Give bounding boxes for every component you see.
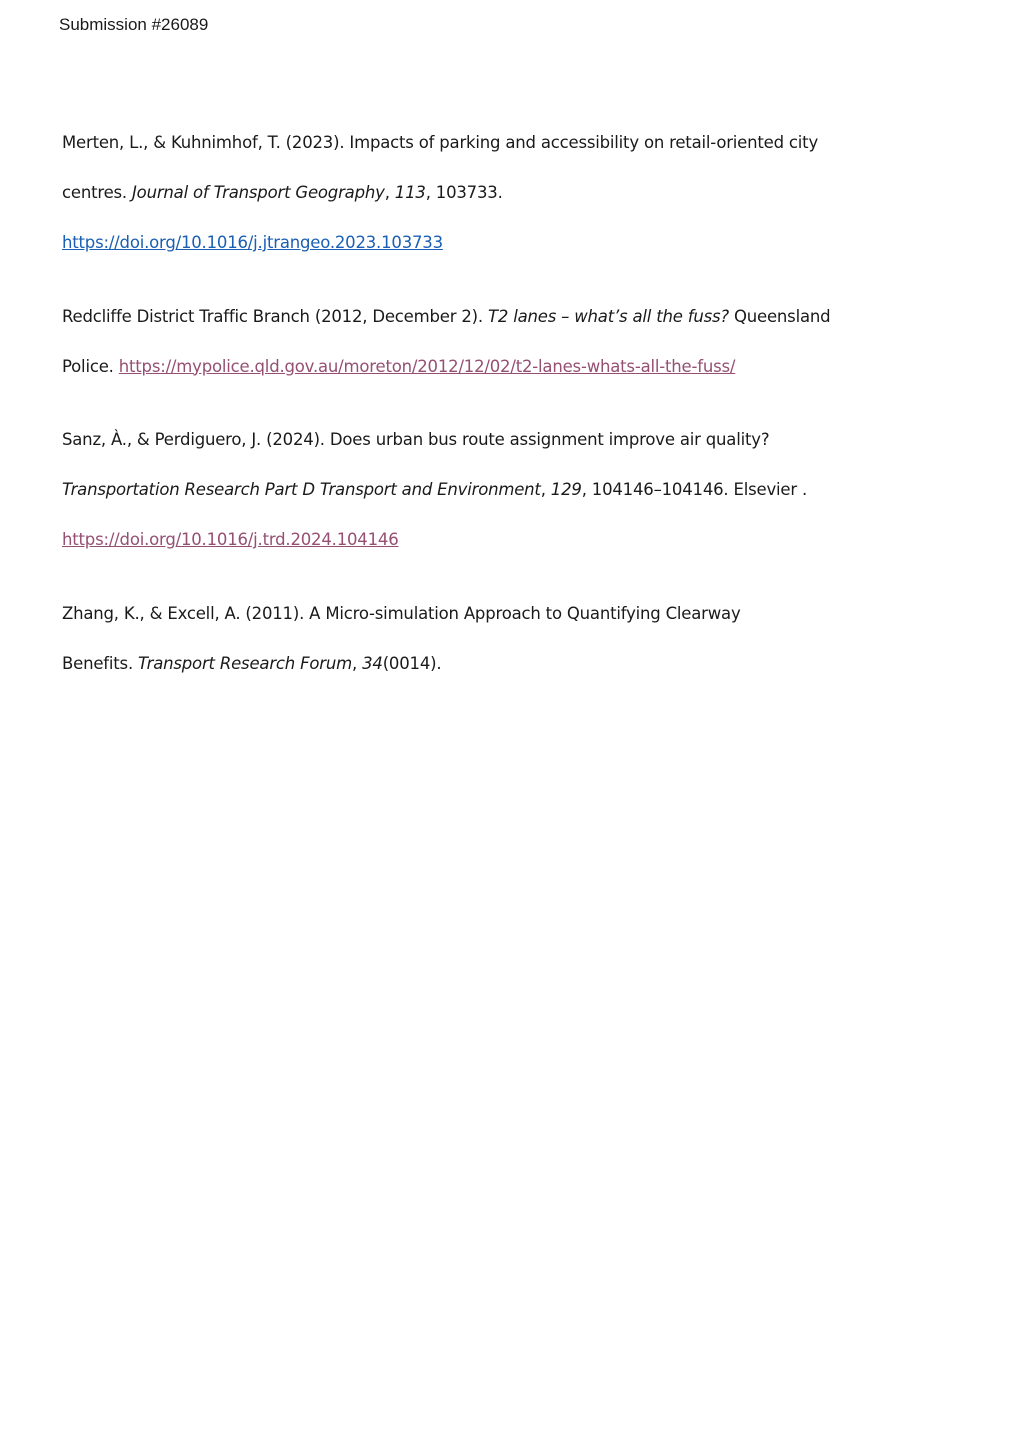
journal-title: Journal of Transport Geography xyxy=(132,183,385,202)
reference-line xyxy=(62,168,962,218)
journal-title: Transport Research Forum xyxy=(138,653,352,673)
reference-item xyxy=(62,415,962,565)
reference-text: Queensland xyxy=(728,306,831,326)
journal-volume: 34 xyxy=(362,653,383,673)
reference-text: , 104146–104146. Elsevier . xyxy=(581,480,808,499)
reference-line xyxy=(62,342,962,392)
reference-line xyxy=(62,292,962,342)
reference-item xyxy=(62,589,962,689)
reference-text: (0014). xyxy=(382,653,442,673)
reference-line: Zhang, K., & Excell, A. (2011). A Micro-simulation Approach to Quantifying Clearway xyxy=(62,603,741,623)
journal-volume: 113 xyxy=(394,183,426,202)
doi-link[interactable]: https://doi.org/10.1016/j.trd.2024.104146 xyxy=(62,530,399,549)
reference-text: centres. xyxy=(62,183,133,202)
web-link[interactable]: https://mypolice.qld.gov.au/moreton/2012/12/02/t2-lanes-whats-all-the-fuss/ xyxy=(118,356,736,376)
reference-text: Police. xyxy=(62,356,119,376)
reference-line xyxy=(62,218,962,268)
journal-volume: 129 xyxy=(550,480,582,499)
reference-text: , xyxy=(384,183,395,202)
article-title: T2 lanes – what’s all the fuss? xyxy=(487,306,729,326)
reference-text: Benefits. xyxy=(62,653,139,673)
reference-text: , xyxy=(351,653,363,673)
reference-line: Sanz, À., & Perdiguero, J. (2024). Does urban bus route assignment improve air quality? xyxy=(62,430,770,449)
reference-item xyxy=(62,118,962,268)
reference-text: Redcliffe District Traffic Branch (2012, December 2). xyxy=(62,306,488,326)
journal-title: Transportation Research Part D Transport and Environment xyxy=(62,480,541,499)
reference-item xyxy=(62,292,962,392)
reference-text: , xyxy=(540,480,551,499)
reference-line: Merten, L., & Kuhnimhof, T. (2023). Impacts of parking and accessibility on retail-oriented city xyxy=(62,133,819,152)
reference-line xyxy=(62,639,962,689)
reference-line xyxy=(62,465,962,515)
doi-link[interactable]: https://doi.org/10.1016/j.jtrangeo.2023.103733 xyxy=(62,233,443,252)
reference-list xyxy=(62,118,962,712)
submission-header: Submission #26089 xyxy=(59,15,209,34)
reference-text: , 103733. xyxy=(425,183,503,202)
reference-line xyxy=(62,515,962,565)
